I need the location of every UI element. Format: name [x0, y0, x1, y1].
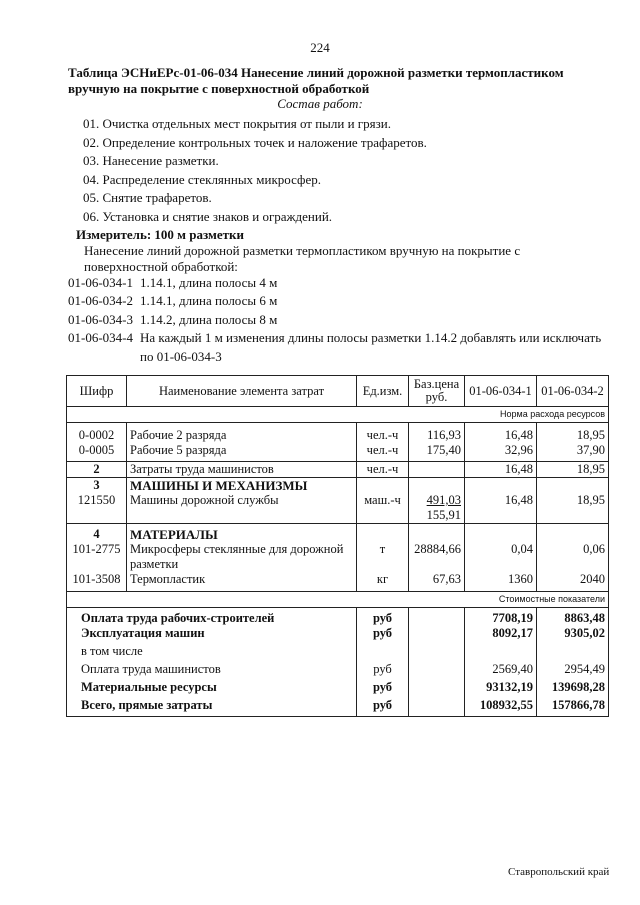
- cost-row: [67, 644, 609, 662]
- cost-unit: [357, 644, 409, 662]
- cell-value-2: 0,06: [537, 542, 609, 572]
- code-text: На каждый 1 м изменения длины полосы разметки 1.14.2 добавлять или исключать: [140, 330, 602, 346]
- cost-value-2: 2954,49: [537, 662, 609, 680]
- cost-name: Всего, прямые затраты: [67, 698, 357, 716]
- price-line-2: 155,91: [426, 508, 461, 522]
- cell-price: 116,93: [409, 423, 465, 443]
- cost-unit: руб: [357, 698, 409, 716]
- work-item: 05. Снятие трафаретов.: [83, 190, 212, 206]
- description: Нанесение линий дорожной разметки термопластиком вручную на покрытие с поверхностной обработкой:: [84, 243, 521, 274]
- section-title: МАТЕРИАЛЫ: [127, 524, 357, 543]
- work-item: 03. Нанесение разметки.: [83, 153, 219, 169]
- cell-code: 3: [67, 478, 127, 494]
- price-line-1: 491,03: [426, 493, 461, 507]
- code-text: 1.14.2, длина полосы 8 м: [140, 311, 278, 327]
- table-header: [67, 376, 609, 407]
- cost-value-2: 8863,48: [537, 607, 609, 626]
- work-item: 01. Очистка отдельных мест покрытия от пыли и грязи.: [83, 116, 391, 131]
- code-row-continuation: [68, 348, 601, 366]
- work-item: 06. Установка и снятие знаков и ограждений.: [83, 208, 333, 224]
- cell-price: [409, 462, 465, 478]
- code-row: [68, 274, 601, 292]
- table-row: [67, 572, 609, 591]
- cell-price: [409, 493, 465, 524]
- cell-price: 67,63: [409, 572, 465, 591]
- cell-value-2: 18,95: [537, 493, 609, 524]
- cell-name: Рабочие 2 разряда: [127, 423, 357, 443]
- table-row: [67, 462, 609, 478]
- cost-row: [67, 626, 609, 644]
- header-cell: Шифр: [67, 376, 127, 407]
- header-cell: 01-06-034-2: [537, 376, 609, 407]
- header-cell: 01-06-034-1: [465, 376, 537, 407]
- code-row: [68, 311, 601, 329]
- cost-value-2: 139698,28: [537, 680, 609, 698]
- cost-unit: руб: [357, 607, 409, 626]
- cell-name: Затраты труда машинистов: [127, 462, 357, 478]
- works-list: [83, 115, 427, 227]
- code: 01-06-034-4: [68, 330, 133, 346]
- cell-price: 175,40: [409, 443, 465, 462]
- cost-row: [67, 662, 609, 680]
- table-row: [67, 542, 609, 572]
- cell-value-2: 18,95: [537, 423, 609, 443]
- section-row: [67, 478, 609, 494]
- cost-value-2: 9305,02: [537, 626, 609, 644]
- cost-row: [67, 607, 609, 626]
- cost-row: [67, 680, 609, 698]
- cost-name: в том числе: [67, 644, 357, 662]
- cell-code: 2: [67, 462, 127, 478]
- code-text: 1.14.1, длина полосы 6 м: [140, 293, 278, 309]
- section-row: [67, 524, 609, 543]
- page-number: 224: [310, 40, 330, 55]
- cell-code: 121550: [67, 493, 127, 524]
- header-cell: Ед.изм.: [357, 376, 409, 407]
- table-row: [67, 493, 609, 524]
- cell-code: 101-2775: [67, 542, 127, 572]
- cell-code: 101-3508: [67, 572, 127, 591]
- code-text: по 01-06-034-3: [140, 348, 222, 364]
- cell-value-1: 16,48: [465, 462, 537, 478]
- cell-name: Термопластик: [127, 572, 357, 591]
- norm-label-row: [67, 407, 609, 423]
- cost-label-row: [67, 591, 609, 607]
- works-heading: Состав работ:: [277, 96, 363, 111]
- cell-code: 4: [67, 524, 127, 543]
- cost-name: Эксплуатация машин: [67, 626, 357, 644]
- section-title: МАШИНЫ И МЕХАНИЗМЫ: [127, 478, 357, 494]
- cell-value-1: 16,48: [465, 423, 537, 443]
- cost-value-1: 93132,19: [465, 680, 537, 698]
- cell-unit: кг: [357, 572, 409, 591]
- code-text: 1.14.1, длина полосы 4 м: [140, 275, 278, 290]
- code-row: [68, 329, 601, 347]
- cost-unit: руб: [357, 662, 409, 680]
- table-row: [67, 443, 609, 462]
- code: 01-06-034-3: [68, 311, 133, 327]
- cost-name: Материальные ресурсы: [67, 680, 357, 698]
- code-list: [68, 274, 601, 366]
- cost-value-2: 157866,78: [537, 698, 609, 716]
- cost-row: [67, 698, 609, 716]
- measure-unit: Измеритель: 100 м разметки: [76, 227, 245, 242]
- cell-unit: маш.-ч: [357, 493, 409, 524]
- cell-value-1: 0,04: [465, 542, 537, 572]
- table-title: Таблица ЭСНиЕРс-01-06-034 Нанесение линий дорожной разметки термопластиком вручную на покрытие с поверхностной обработкой: [68, 65, 564, 96]
- cell-unit: чел.-ч: [357, 443, 409, 462]
- footer-region: Ставропольский край: [508, 866, 610, 878]
- work-item: 04. Распределение стеклянных микросфер.: [83, 171, 321, 187]
- cell-code: 0-0005: [67, 443, 127, 462]
- cell-value-2: 2040: [537, 572, 609, 591]
- cost-value-1: 2569,40: [465, 662, 537, 680]
- cost-unit: руб: [357, 680, 409, 698]
- cell-code: 0-0002: [67, 423, 127, 443]
- cost-unit: руб: [357, 626, 409, 644]
- header-cell: Наименование элемента затрат: [127, 376, 357, 407]
- cell-value-1: 1360: [465, 572, 537, 591]
- cell-unit: чел.-ч: [357, 423, 409, 443]
- cost-label: Стоимостные показатели: [67, 591, 609, 607]
- cell-name: Рабочие 5 разряда: [127, 443, 357, 462]
- cell-name: Машины дорожной службы: [127, 493, 357, 524]
- cost-name: Оплата труда рабочих-строителей: [67, 607, 357, 626]
- code-row: [68, 292, 601, 310]
- code: 01-06-034-1: [68, 275, 133, 290]
- header-cell: Баз.цена руб.: [409, 376, 465, 407]
- cost-name: Оплата труда машинистов: [67, 662, 357, 680]
- cell-unit: чел.-ч: [357, 462, 409, 478]
- cost-value-2: [537, 644, 609, 662]
- cell-unit: т: [357, 542, 409, 572]
- norm-label: Норма расхода ресурсов: [67, 407, 609, 423]
- cell-price: 28884,66: [409, 542, 465, 572]
- cost-value-1: 8092,17: [465, 626, 537, 644]
- resource-table: [66, 375, 609, 717]
- work-item: 02. Определение контрольных точек и наложение трафаретов.: [83, 134, 427, 150]
- cost-value-1: 7708,19: [465, 607, 537, 626]
- cell-value-2: 18,95: [537, 462, 609, 478]
- cell-value-2: 37,90: [537, 443, 609, 462]
- cell-name: Микросферы стеклянные для дорожной разметки: [127, 542, 357, 572]
- cost-value-1: 108932,55: [465, 698, 537, 716]
- table-row: [67, 423, 609, 443]
- cell-value-1: 16,48: [465, 493, 537, 524]
- code: 01-06-034-2: [68, 293, 133, 309]
- cost-value-1: [465, 644, 537, 662]
- cell-value-1: 32,96: [465, 443, 537, 462]
